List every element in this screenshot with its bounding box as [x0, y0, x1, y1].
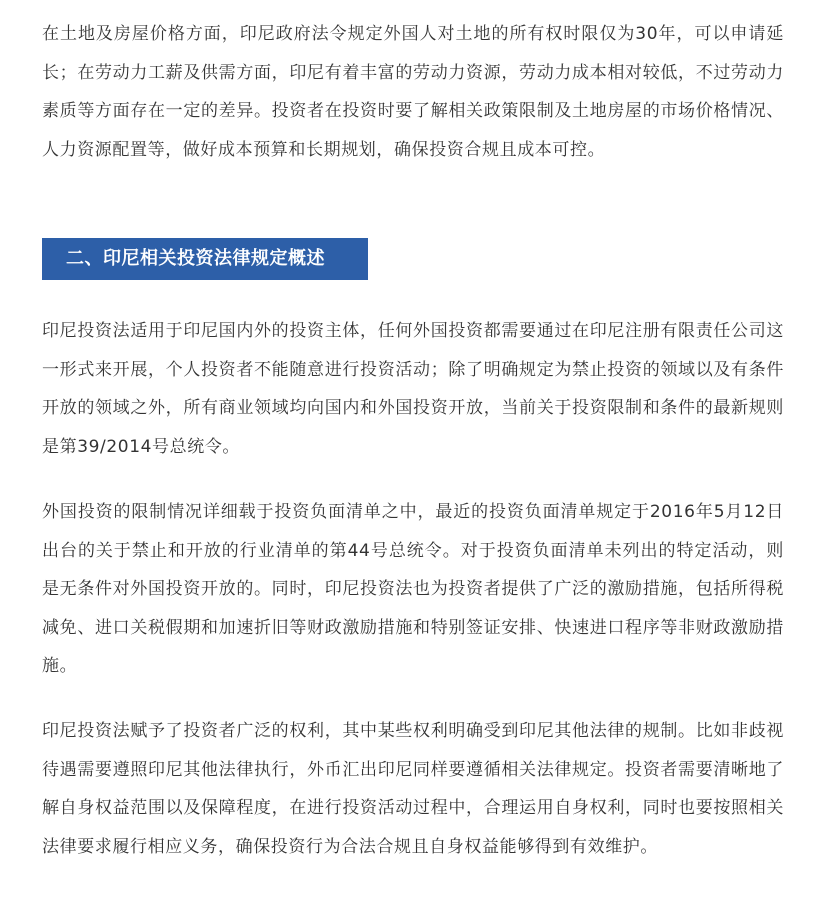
section-heading: 二、印尼相关投资法律规定概述: [42, 238, 368, 280]
paragraph-land-and-labor: 在土地及房屋价格方面，印尼政府法令规定外国人对土地的所有权时限仅为30年，可以申请延长；在劳动力工薪及供需方面，印尼有着丰富的劳动力资源，劳动力成本相对较低，不过劳动力素质等方面存在一定的差异。投资者在投资时要了解相关政策限制及土地房屋的市场价格情况、人力资源配置等，做好成本预算和长期规划，确保投资合规且成本可控。: [42, 24, 784, 160]
paragraph-investor-rights: 印尼投资法赋予了投资者广泛的权利，其中某些权利明确受到印尼其他法律的规制。比如非歧视待遇需要遵照印尼其他法律执行，外币汇出印尼同样要遵循相关法律规定。投资者需要清晰地了解自身权益范围以及保障程度，在进行投资活动过程中，合理运用自身权利，同时也要按照相关法律要求履行相应义务，确保投资行为合法合规且自身权益能够得到有效维护。: [42, 721, 784, 857]
paragraph-investment-law-scope: 印尼投资法适用于印尼国内外的投资主体，任何外国投资都需要通过在印尼注册有限责任公司这一形式来开展，个人投资者不能随意进行投资活动；除了明确规定为禁止投资的领域以及有条件开放的领域之外，所有商业领域均向国内和外国投资开放，当前关于投资限制和条件的最新规则是第39/2014号总统令。: [42, 321, 784, 457]
paragraph-negative-list: 外国投资的限制情况详细载于投资负面清单之中，最近的投资负面清单规定于2016年5月12日出台的关于禁止和开放的行业清单的第44号总统令。对于投资负面清单未列出的特定活动，则是无条件对外国投资开放的。同时，印尼投资法也为投资者提供了广泛的激励措施，包括所得税减免、进口关税假期和加速折旧等财政激励措施和特别签证安排、快速进口程序等非财政激励措施。: [42, 502, 784, 676]
